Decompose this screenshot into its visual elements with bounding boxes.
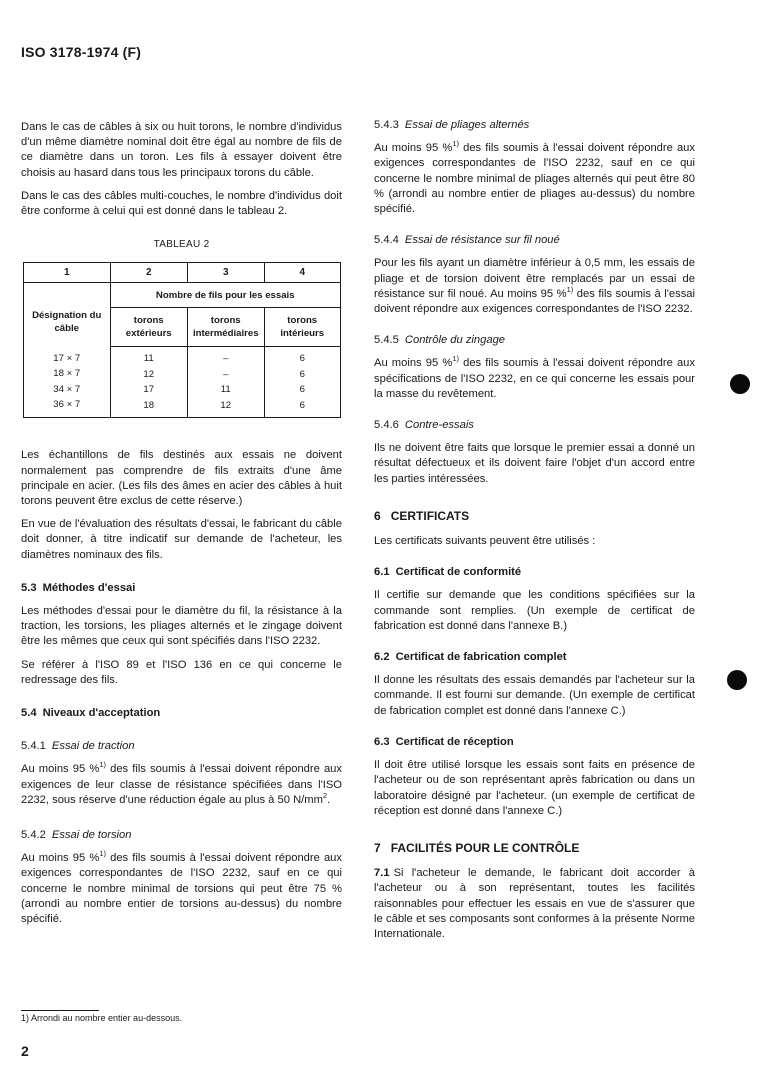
table-cell: 6 [299,368,305,380]
section-heading-6-1: 6.1 Certificat de conformité [374,566,522,579]
right-column [374,118,695,950]
paragraph-conformity: Il certifie sur demande que les conditions spécifiées sur la commande sont remplies. (Un exemple de certificat de fabrication est donné dans l'annexe B.) [374,589,695,632]
table-2 [23,262,341,418]
paragraph-torsion: Au moins 95 %$^{1)}$ des fils soumis à l'essai doivent répondre aux exigences correspondantes de l'ISO 2232, sauf en ce qui concerne le nombre minimal de torsions qui peut être 75 % (arrondi au nombre entier de torsions au-dessus) du nombre spécifié. [21,849,343,926]
section-heading-5-4-5: 5.4.5 Contrôle du zingage [374,334,506,347]
table-cell: 11 [143,353,154,365]
paragraph-evaluation: En vue de l'évaluation des résultats d'essai, le fabricant du câble doit donner, à titre indicatif sur demande de l'acheteur, les diamètres nominaux des fils. [21,518,342,561]
table-caption: TABLEAU 2 [153,239,210,251]
section-heading-6-3: 6.3 Certificat de réception [374,735,514,748]
table-cell: 17 [143,384,155,396]
section-heading-5-3: 5.3 Méthodes d'essai [21,581,136,594]
span-header: Nombre de fils pour les essais [110,283,340,308]
paragraph-inspection-facilities: 7.1 Si l'acheteur le demande, le fabricant doit accorder à l'acheteur ou à son représentant, toutes les facilités raisonnables pour effectuer les essais en vue de s'assurer que le câble et ses composants sont conformes à la présente Norme Internationale. [374,867,695,940]
intermediate-cells [187,347,264,418]
paragraph-zinc-coating: Au moins 95 %$^{1)}$ des fils soumis à l'essai doivent répondre aux spécifications de l'ISO 2232, en ce qui concerne les essais pour la masse du revêtement. [374,354,696,400]
paragraph-straightening: Se référer à l'ISO 89 et l'ISO 136 en ce qui concerne le redressage des fils. [21,658,342,686]
table-col-number: 3 [187,263,264,283]
designation-cells [23,347,110,418]
table-cell: – [223,368,229,380]
footnote-ref: 1) [99,849,106,859]
section-heading-5-4-1: 5.4.1 Essai de traction [21,740,135,753]
paragraph-bending: Au moins 95 %$^{1)}$ des fils soumis à l'essai doivent répondre aux exigences correspondantes de l'ISO 2232, sauf en ce qui concerne le nombre minimal de pliages alternés qui peut être 80 % (arrondi au nombre entier de pliages au-dessus) du nombre spécifié. [374,139,696,216]
left-column [21,120,342,935]
paragraph-multilayer: Dans le cas des câbles multi-couches, le nombre d'individus doit être conforme à celui qui est donné dans le tableau 2. [21,189,342,218]
sub-header-inner: torons intérieurs [264,308,340,347]
table-cell: 36 × 7 [53,399,81,411]
punch-hole [727,670,747,690]
document-header: ISO 3178-1974 (F) [21,44,142,60]
footnote-ref: 1) [566,284,574,294]
section-heading-5-4-6: 5.4.6 Contre-essais [374,419,474,432]
section-heading-5-4-4: 5.4.4 Essai de résistance sur fil noué [374,234,560,247]
footnote-divider [21,1010,99,1011]
paragraph-test-methods: Les méthodes d'essai pour le diamètre du fil, la résistance à la traction, les torsions, les pliages alternés et le zingage doivent être les mêmes que ceux qui sont spécifiés dans l'ISO 2232. [21,605,342,648]
paragraph-acceptance: Il doit être utilisé lorsque les essais sont faits en présence de l'acheteur ou de son représentant après fabrication ou dans un laboratoire désigné par l'acheteur. (un exemple de certificat de réception est donné dans l'annexe C.) [374,759,695,817]
section-heading-6: 6 CERTIFICATS [374,508,470,523]
footnote-ref: 1) [452,139,459,149]
section-heading-5-4-2: 5.4.2 Essai de torsion [21,829,132,842]
table-cell: 18 [143,399,155,411]
paragraph-retests: Ils ne doivent être faits que lorsque le premier essai a donné un résultat défectueux et ils doivent faire l'objet d'un accord entre les parties intéressées. [374,442,695,485]
footnote-ref: 1) [452,354,459,364]
section-heading-5-4: 5.4 Niveaux d'acceptation [21,707,161,720]
section-heading-6-2: 6.2 Certificat de fabrication complet [374,651,567,664]
table-cell: 34 × 7 [53,383,81,395]
table-cell: 12 [143,368,155,380]
table-cell: 18 × 7 [53,368,81,380]
footnote-ref: 1) [99,760,106,770]
table-cell: 11 [220,384,231,396]
table-col-number: 4 [264,263,340,283]
paragraph-full-manufacturing: Il donne les résultats des essais demandés par l'acheteur sur la commande. Il est fourni sur demande. (Un exemple de certificat de fabrication complet est donné dans l'annexe C.) [374,674,695,717]
paragraph-knotted-wire: Pour les fils ayant un diamètre inférieur à 0,5 mm, les essais de pliage et de torsion doivent être remplacés par un essai de résistance sur fil noué. Au moins 95 %$^{1)}$ des fils soumis à l'essai doivent répondre aux exigences correspondantes de l'ISO 2232. [374,257,695,316]
table-cell: 6 [299,399,305,411]
table-col-number: 1 [23,263,110,283]
footnote: 1) Arrondi au nombre entier au-dessous. [21,1013,183,1023]
paragraph-tensile: Au moins 95 %$^{1)}$ des fils soumis à l'essai doivent répondre aux exigences de leur classe de résistance spécifiées dans l'ISO 2232, sous réserve d'une réduction égale au plus à 50 $N/mm^2$. [21,760,343,806]
punch-hole [730,374,750,394]
paragraph-samples: Les échantillons de fils destinés aux essais ne doivent normalement pas comprendre de fils extraits d'une âme principale en acier. (Les fils des âmes en acier des câbles à huit torons peuvent être exclus de cette réserve.) [21,449,342,508]
designation-header: Désignation du câble [23,283,110,347]
paragraph-certificates-intro: Les certificats suivants peuvent être utilisés : [374,535,596,548]
table-cell: 6 [299,353,305,365]
table-col-number: 2 [110,263,187,283]
section-heading-7: 7 FACILITÉS POUR LE CONTRÔLE [374,840,580,855]
table-cell: 12 [220,399,232,411]
page-number: 2 [21,1043,29,1059]
outer-cells [110,347,187,418]
section-heading-5-4-3: 5.4.3 Essai de pliages alternés [374,119,530,131]
inner-cells [264,347,340,418]
sub-header-outer: torons extérieurs [110,308,187,347]
table-cell: 17 × 7 [53,352,81,364]
table-cell: – [223,353,229,365]
table-cell: 6 [299,384,305,396]
sub-header-intermediate: torons intermédiaires [187,308,264,347]
paragraph-six-eight-strands: Dans le cas de câbles à six ou huit torons, le nombre d'individus d'un même diamètre nominal doit être égal au nombre de fils de ce diamètre dans un toron. Les fils à essayer doivent être choisis au hasard dans tous les principaux torons du câble. [21,121,342,179]
